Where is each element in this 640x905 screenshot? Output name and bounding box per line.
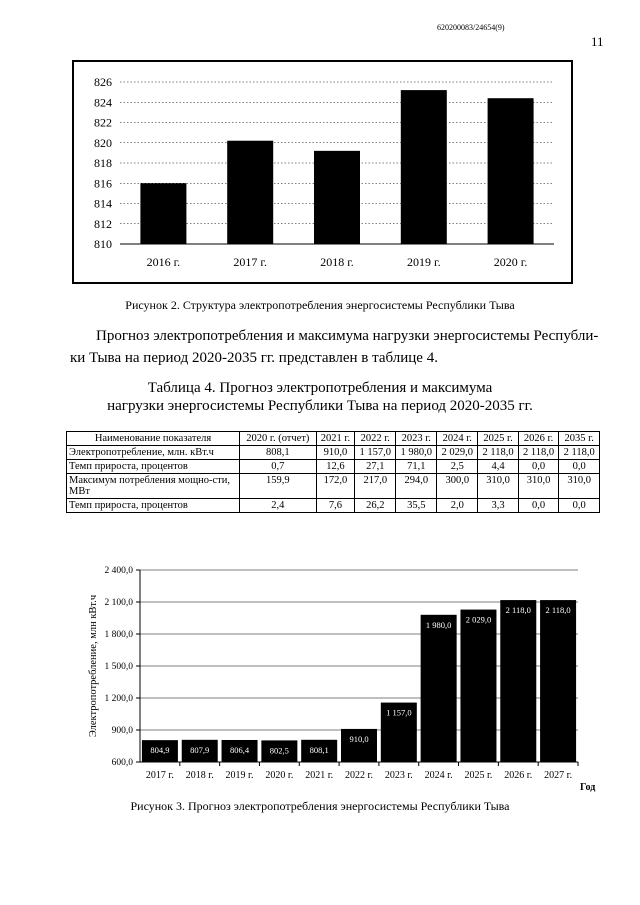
y-tick-label: 814	[94, 196, 112, 211]
table-cell: 300,0	[437, 474, 478, 499]
data-label: 1 157,0	[386, 707, 412, 718]
table-cell: 2 118,0	[559, 446, 600, 460]
table-cell: 71,1	[396, 460, 437, 474]
bar-chart-figure-3	[40, 560, 640, 800]
table-cell: 7,6	[316, 499, 355, 513]
table-cell: 310,0	[518, 474, 559, 499]
header-cell: 2020 г. (отчет)	[240, 432, 317, 446]
table-row	[67, 474, 600, 499]
table-cell: Электропотребление, млн. кВт.ч	[67, 446, 240, 460]
y-tick-label: 900,0	[111, 726, 133, 736]
x-tick-label: 2018 г.	[185, 770, 214, 781]
table-cell: 294,0	[396, 474, 437, 499]
table-cell: 12,6	[316, 460, 355, 474]
y-tick-label: 818	[94, 156, 112, 170]
table-row	[67, 499, 600, 513]
y-tick-label: 810	[94, 237, 112, 251]
page-number: 11	[591, 34, 604, 49]
y-tick-label: 822	[94, 115, 112, 130]
paragraph-line-1: Прогноз электропотребления и максимума нагрузки энергосистемы Республи-	[96, 328, 599, 344]
figure-3-caption: Рисунок 3. Прогноз электропотребления энергосистемы Республики Тыва	[130, 799, 510, 813]
data-label: 2 118,0	[505, 605, 531, 616]
table-cell: 4,4	[478, 460, 519, 474]
table-cell: Темп прироста, процентов	[67, 460, 240, 474]
table-cell: 2 029,0	[437, 446, 478, 460]
table-cell: 2 118,0	[478, 446, 519, 460]
table-cell: 172,0	[316, 474, 355, 499]
table-cell: 1 157,0	[355, 446, 396, 460]
data-label: 807,9	[190, 744, 210, 755]
x-tick-label: 2018 г.	[320, 255, 354, 269]
table-cell: 26,2	[355, 499, 396, 513]
x-tick-label: 2016 г.	[146, 255, 181, 269]
table-cell: 310,0	[478, 474, 519, 499]
x-tick-label: 2020 г.	[493, 255, 528, 269]
table-cell: Максимум потребления мощно-сти, МВт	[67, 474, 240, 499]
x-tick-label: 2024 г.	[424, 770, 453, 781]
bar	[401, 90, 447, 244]
table-cell: 0,7	[240, 460, 317, 474]
x-tick-label: 2019 г.	[407, 255, 441, 269]
table-cell: 2,5	[437, 460, 478, 474]
table-cell: Темп прироста, процентов	[67, 499, 240, 513]
figure-2-caption: Рисунок 2. Структура электропотребления энергосистемы Республики Тыва	[125, 298, 515, 312]
table-cell: 217,0	[355, 474, 396, 499]
table-cell: 2,4	[240, 499, 317, 513]
bar	[540, 600, 576, 762]
y-tick-label: 2 400,0	[104, 566, 133, 576]
forecast-table	[66, 431, 600, 513]
table-caption-line-1: Таблица 4. Прогноз электропотребления и максимума	[147, 380, 493, 396]
table-cell: 2 118,0	[518, 446, 559, 460]
data-label: 2 029,0	[465, 614, 492, 625]
x-tick-label: 2023 г.	[384, 770, 413, 781]
y-tick-label: 1 800,0	[104, 630, 133, 640]
bar	[460, 610, 496, 762]
data-label: 910,0	[349, 733, 369, 744]
table-cell: 1 980,0	[396, 446, 437, 460]
data-label: 804,9	[150, 745, 170, 756]
document-id: 620200083/24654(9)	[437, 23, 505, 32]
y-tick-label: 824	[94, 95, 112, 110]
header-cell: 2035 г.	[559, 432, 600, 446]
bar	[421, 615, 457, 762]
table-cell: 0,0	[518, 460, 559, 474]
table-cell: 159,9	[240, 474, 317, 499]
paragraph-line-2: ки Тыва на период 2020-2035 гг. представлен в таблице 4.	[70, 350, 438, 366]
x-tick-label: 2017 г.	[233, 255, 267, 269]
y-tick-label: 2 100,0	[104, 598, 133, 608]
header-cell: 2023 г.	[396, 432, 437, 446]
x-tick-label: 2026 г.	[504, 770, 533, 781]
header-cell: 2026 г.	[518, 432, 559, 446]
y-tick-label: 1 500,0	[104, 662, 133, 672]
x-tick-label: 2017 г.	[145, 770, 174, 781]
data-label: 802,5	[269, 745, 289, 756]
data-label: 806,4	[229, 744, 250, 755]
header-cell: 2021 г.	[316, 432, 355, 446]
table-cell: 0,0	[559, 499, 600, 513]
x-tick-label: 2027 г.	[544, 770, 573, 781]
header-cell: 2025 г.	[478, 432, 519, 446]
table-cell: 2,0	[437, 499, 478, 513]
y-tick-label: 820	[94, 135, 112, 150]
y-axis-label: Электропотребление, млн кВт.ч	[88, 594, 99, 738]
header-cell: 2022 г.	[355, 432, 396, 446]
x-tick-label: 2020 г.	[265, 770, 294, 781]
header-cell: Наименование показателя	[67, 432, 240, 446]
bar	[500, 600, 536, 762]
x-tick-label: 2022 г.	[345, 770, 373, 781]
table-cell: 910,0	[316, 446, 355, 460]
table-cell: 808,1	[240, 446, 317, 460]
table-caption-line-2: нагрузки энергосистемы Республики Тыва на период 2020-2035 гг.	[107, 398, 533, 414]
y-tick-label: 1 200,0	[104, 694, 133, 704]
bar-chart-figure-2	[74, 62, 571, 282]
data-label: 808,1	[309, 744, 329, 755]
data-label: 1 980,0	[425, 619, 452, 630]
table-row	[67, 446, 600, 460]
y-tick-label: 826	[94, 75, 112, 89]
table-cell: 0,0	[559, 460, 600, 474]
bar	[227, 141, 273, 244]
x-tick-label: 2025 г.	[464, 770, 493, 781]
y-tick-label: 812	[94, 216, 112, 231]
table-row	[67, 460, 600, 474]
bar	[488, 98, 534, 244]
table-cell: 27,1	[355, 460, 396, 474]
x-axis-label: Год	[580, 782, 596, 793]
y-tick-label: 600,0	[111, 758, 133, 768]
table-header-row	[67, 432, 600, 446]
table-cell: 310,0	[559, 474, 600, 499]
bar	[140, 183, 186, 244]
chart-frame-figure-2	[72, 60, 573, 284]
data-label: 2 118,0	[545, 605, 571, 616]
table-cell: 3,3	[478, 499, 519, 513]
bar	[314, 151, 360, 244]
x-tick-label: 2021 г.	[305, 770, 334, 781]
table-cell: 0,0	[518, 499, 559, 513]
header-cell: 2024 г.	[437, 432, 478, 446]
y-tick-label: 816	[94, 176, 112, 191]
x-tick-label: 2019 г.	[225, 770, 254, 781]
table-cell: 35,5	[396, 499, 437, 513]
